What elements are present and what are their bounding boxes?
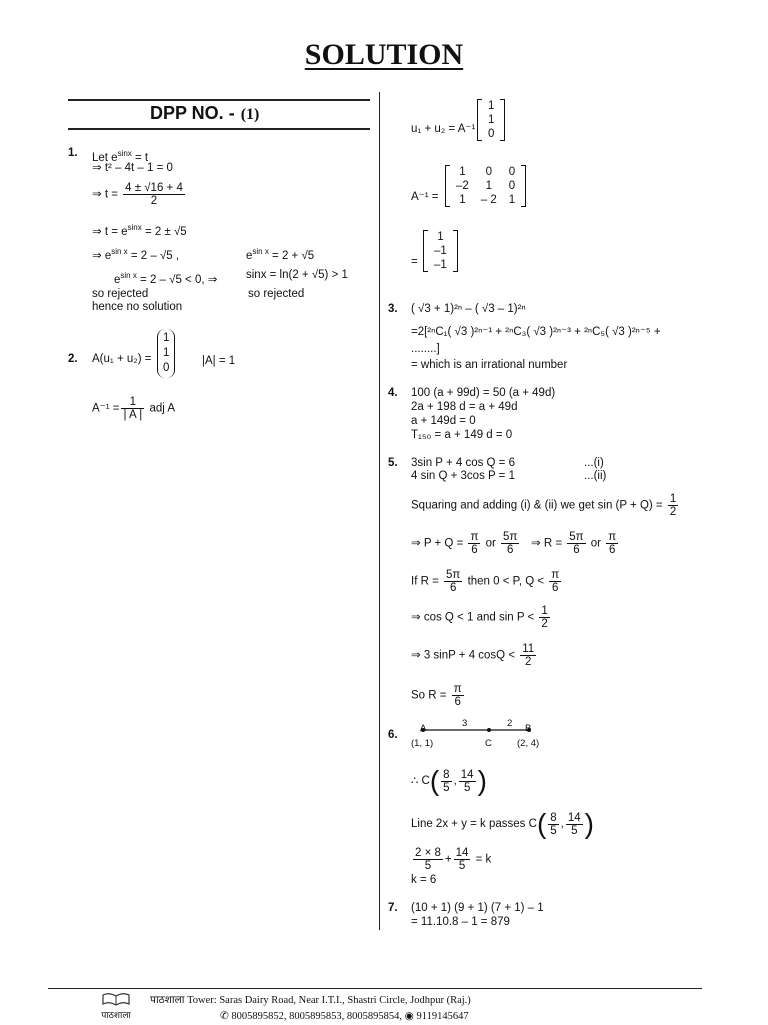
label-a: A: [420, 723, 427, 734]
label-point-b: (2, 4): [517, 738, 540, 749]
result-equals: =: [411, 256, 418, 268]
footer-address: पाठशाला Tower: Saras Dairy Road, Near I.T.I., Shastri Circle, Jodhpur (Raj.): [150, 995, 471, 1006]
q5-line8: So R = $\frac{\pi}{6}$: [411, 683, 462, 708]
q1-line7b: so rejected: [248, 288, 305, 300]
q1-line6b: sinx = ln(2 + √5) > 1: [246, 269, 348, 281]
q1-line5a: ⇒ $e^{sin x} = 2 - √5$ ,: [92, 247, 180, 262]
page-title: SOLUTION: [304, 38, 464, 71]
q4-line1: 100 (a + 99d) = 50 (a + 49d): [411, 387, 556, 399]
q7-line1: (10 + 1) (9 + 1) (7 + 1) – 1: [411, 902, 544, 914]
label-point-a: (1, 1): [411, 738, 434, 749]
label-b: B: [525, 723, 532, 734]
q5-line2: 4 sin Q + 3cos P = 1: [411, 470, 515, 482]
logo-text: पाठशाला: [101, 1010, 131, 1020]
q1-number: 1.: [68, 147, 78, 159]
q7-line2: = 11.10.8 – 1 = 879: [411, 916, 510, 928]
label-c: C: [485, 738, 492, 749]
a-inverse-label: A⁻¹ =: [411, 191, 439, 203]
q5-line3: Squaring and adding (i) & (ii) we get sin (P + Q) = $\frac{1}{2}$: [411, 493, 677, 518]
q2-line1: A(u₁ + u₂) =: [92, 353, 152, 365]
label-len-3: 3: [462, 718, 468, 729]
book-icon: [101, 992, 131, 1006]
q1-line7a: so rejected: [92, 288, 149, 300]
q5-line2-ref: ...(ii): [584, 470, 607, 482]
u-sum-line: u₁ + u₂ = A⁻¹: [411, 123, 476, 135]
q1-line1: Let $e^{sinx} = t$: [92, 149, 149, 164]
dpp-label: DPP NO. -: [150, 103, 235, 123]
q4-line2: 2a + 198 d = a + 49d: [411, 401, 518, 413]
q1-line6a: $e^{sin x} = 2 - √5 < 0$, ⇒: [114, 271, 218, 286]
q4-line4: T₁₅₀ = a + 149 d = 0: [411, 429, 513, 441]
dpp-number: (1): [240, 106, 260, 123]
q5-line1: 3sin P + 4 cos Q = 6: [411, 457, 515, 469]
q3-line4: = which is an irrational number: [411, 359, 568, 371]
q6-number: 6.: [388, 729, 398, 741]
a-inverse-matrix: 1 0 0 –2 1 0 1 – 2 1: [445, 165, 526, 207]
dpp-heading: [150, 103, 259, 124]
q1-line2: ⇒ t² – 4t – 1 = 0: [92, 162, 173, 174]
q5-line6: ⇒ cos Q < 1 and sin P < $\frac{1}{2}$: [411, 605, 548, 630]
q3-line1: ( √3 + 1)²ⁿ – ( √3 – 1)²ⁿ: [411, 303, 526, 315]
q6-line2: Line 2x + y = k passes C( $\frac{8}{5}$ , $\frac{14}{5}$ ): [411, 808, 594, 839]
q5-line1-ref: ...(i): [584, 457, 604, 469]
q2-vector: 1 1 0: [157, 329, 175, 378]
footer-contact: [150, 993, 471, 1025]
q2-line2: A⁻¹ = $\frac{1}{| A |}$ adj A: [92, 396, 176, 421]
q4-number: 4.: [388, 387, 398, 399]
q1-line5b: $e^{sin x} = 2 + √5$: [246, 247, 315, 262]
q5-line5: If R = $\frac{5\pi}{6}$ then 0 < P, Q < $\frac{\pi}{6}$: [411, 569, 560, 594]
q5-number: 5.: [388, 457, 398, 469]
q4-line3: a + 149d = 0: [411, 415, 476, 427]
footer-logo: [88, 992, 144, 1021]
q1-line3: ⇒ t = $\frac{4 \pm √16 + 4}{2}$: [92, 182, 183, 207]
q3-line3: ........]: [411, 343, 440, 355]
label-len-2: 2: [507, 718, 513, 729]
q5-line4: ⇒ P + Q = $\frac{\pi}{6}$ or $\frac{5\pi}{6}$ ⇒ R = $\frac{5\pi}{6}$ or $\frac{\pi}{6}$: [411, 531, 617, 556]
column-divider: [379, 92, 380, 930]
result-vector: 1 –1 –1: [423, 230, 458, 272]
footer-phones: ✆ 8005895852, 8005895853, 8005895854, ◉ 9119145647: [220, 1011, 469, 1022]
q3-number: 3.: [388, 303, 398, 315]
q2-number: 2.: [68, 353, 78, 365]
q6-line3: $\frac{2 \times 8}{5}$ + $\frac{14}{5}$ = k: [415, 847, 492, 872]
q5-line7: ⇒ 3 sinP + 4 cosQ < $\frac{11}{2}$: [411, 643, 535, 668]
q2-determinant: |A| = 1: [202, 355, 236, 367]
q7-number: 7.: [388, 902, 398, 914]
q6-line1: ∴ C( $\frac{8}{5}$ , $\frac{14}{5}$ ): [411, 765, 487, 796]
header-rule-bottom: [68, 128, 370, 130]
header-rule-top: [68, 99, 370, 101]
u-sum-vector: 1 1 0: [477, 99, 505, 141]
q1-line4: ⇒ $t = e^{sinx} = 2 \pm √5$: [92, 223, 187, 238]
q3-line2: =2[²ⁿC₁( √3 )²ⁿ⁻¹ + ²ⁿC₃( √3 )²ⁿ⁻³ + ²ⁿC₅( √3 )²ⁿ⁻⁵ +: [411, 326, 661, 338]
q6-line4: k = 6: [411, 874, 437, 886]
point-c: [487, 728, 491, 732]
q1-line8: hence no solution: [92, 301, 183, 313]
footer-rule: [48, 988, 702, 989]
